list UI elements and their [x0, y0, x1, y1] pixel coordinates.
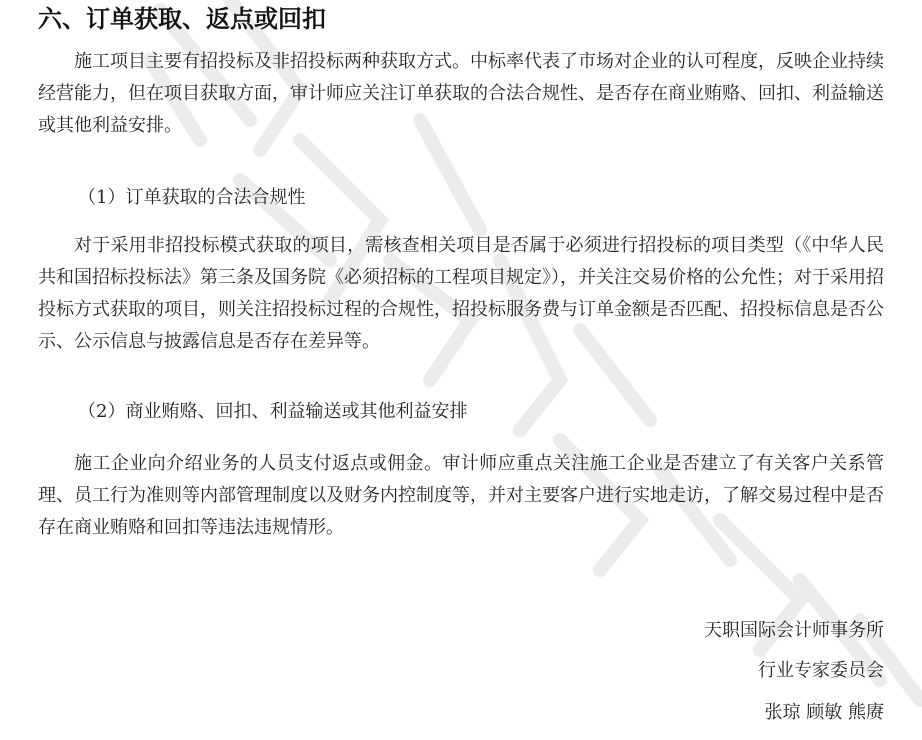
subsection-title-2: （2）商业贿赂、回扣、利益输送或其他利益安排 [78, 401, 468, 422]
signature-authors: 张琼 顾敏 熊赓 [764, 702, 884, 723]
subsection-body-2: 施工企业向介绍业务的人员支付返点或佣金。审计师应重点关注施工企业是否建立了有关客户关系管理、员工行为准则等内部管理制度以及财务内控制度等，并对主要客户进行实地走访，了解交易过程中是否存在商业贿赂和回扣等违法违规情形。 [38, 453, 884, 538]
intro-paragraph: 施工项目主要有招投标及非招投标两种获取方式。中标率代表了市场对企业的认可程度，反映企业持续经营能力，但在项目获取方面，审计师应关注订单获取的合法合规性、是否存在商业贿赂、回扣、利益输送或其他利益安排。 [38, 51, 884, 136]
signature-committee: 行业专家委员会 [758, 660, 884, 681]
subsection-title-1: （1）订单获取的合法合规性 [78, 187, 306, 208]
signature-organization: 天职国际会计师事务所 [704, 620, 884, 641]
subsection-body-1: 对于采用非招投标模式获取的项目，需核查相关项目是否属于必须进行招投标的项目类型（《中华人民共和国招标投标法》第三条及国务院《必须招标的工程项目规定》），并关注交易价格的公允性；对于采用招投标方式获取的项目，则关注招投标过程的合规性，招投标服务费与订单金额是否匹配、招投标信息是否公示、公示信息与披露信息是否存在差异等。 [38, 235, 884, 352]
section-heading: 六、订单获取、返点或回扣 [38, 5, 326, 33]
